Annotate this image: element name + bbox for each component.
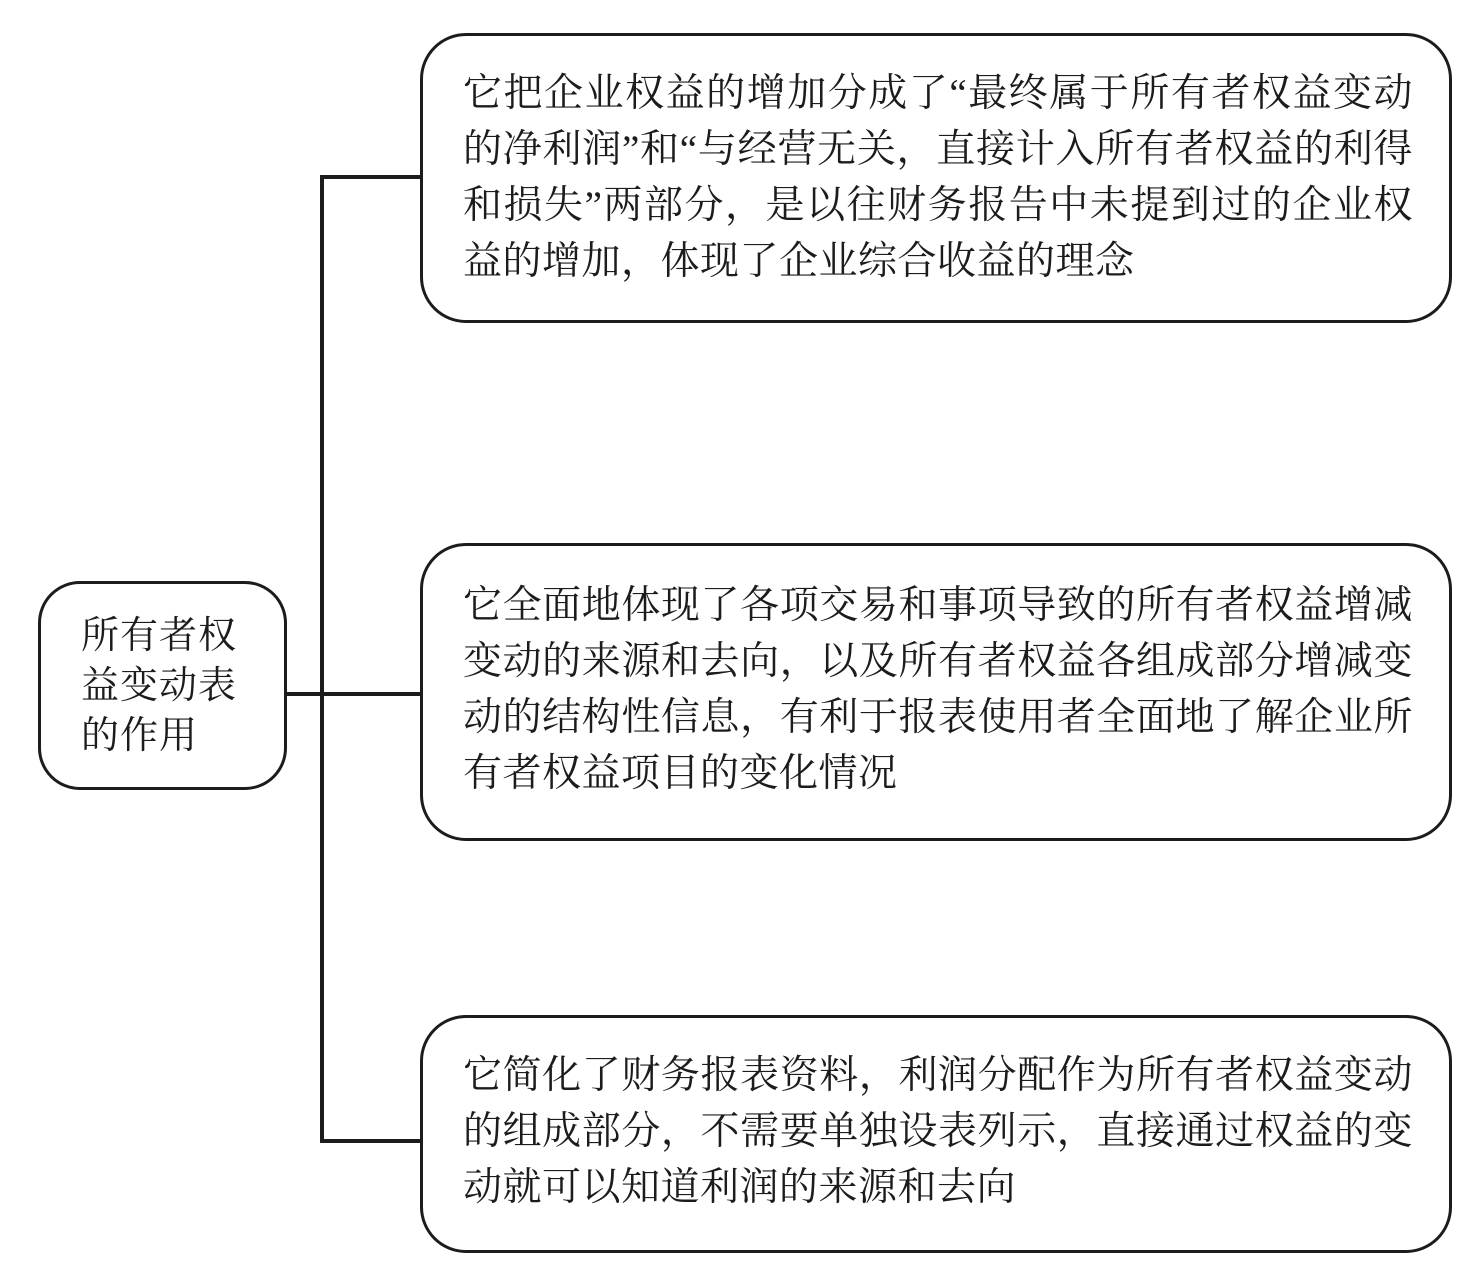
connector-branch-top bbox=[320, 175, 420, 179]
branch-box-comprehensive-income bbox=[420, 33, 1452, 323]
branch-text-simplified-statements: 它简化了财务报表资料，利润分配作为所有者权益变动的组成部分，不需要单独设表列示，直接通过权益的变动就可以知道利润的来源和去向 bbox=[463, 1054, 1413, 1209]
branch-box-simplified-statements bbox=[420, 1015, 1452, 1253]
connector-spine bbox=[320, 175, 324, 1143]
root-node-label: 所有者权益变动表的作用 bbox=[81, 614, 238, 757]
root-node bbox=[38, 581, 287, 790]
branch-text-equity-changes-detail: 它全面地体现了各项交易和事项导致的所有者权益增减变动的来源和去向，以及所有者权益各组成部分增减变动的结构性信息，有利于报表使用者全面地了解企业所有者权益项目的变化情况 bbox=[463, 584, 1413, 795]
connector-branch-bottom bbox=[320, 1139, 420, 1143]
connector-root-to-spine bbox=[285, 692, 420, 696]
branch-text-comprehensive-income: 它把企业权益的增加分成了“最终属于所有者权益变动的净利润”和“与经营无关，直接计入所有者权益的利得和损失”两部分，是以往财务报告中未提到过的企业权益的增加，体现了企业综合收益的理念 bbox=[463, 72, 1413, 283]
branch-box-equity-changes-detail bbox=[420, 543, 1452, 841]
